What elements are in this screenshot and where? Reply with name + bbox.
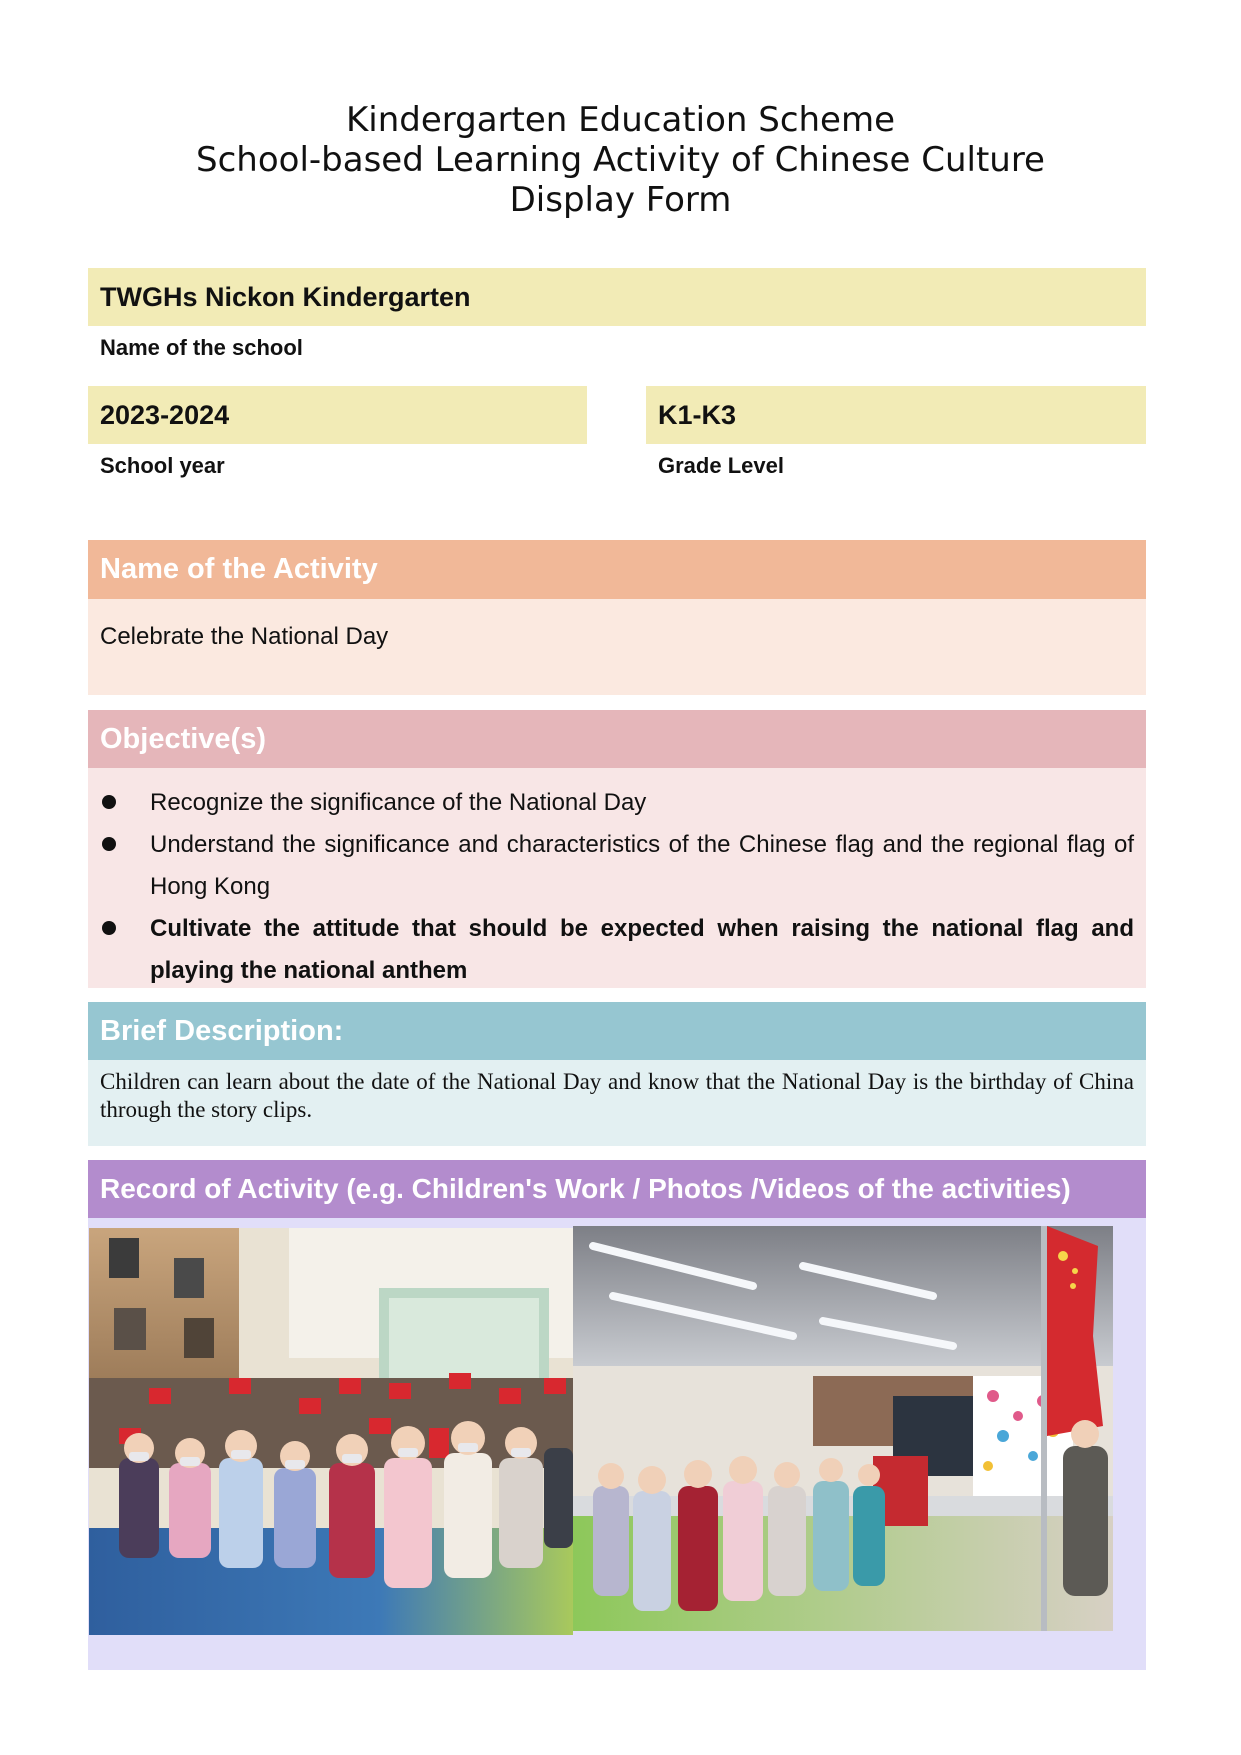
bullet-icon [102,837,116,851]
objective-text: Understand the significance and characteristics of the Chinese flag and the regional flag of Hong Kong [150,831,1134,900]
objectives-heading: Objective(s) [88,710,1146,768]
school-name-value: TWGHs Nickon Kindergarten [88,268,1146,326]
grade-level-label: Grade Level [658,453,784,478]
objective-text: Recognize the significance of the National Day [150,789,647,816]
objectives-list [88,768,1146,992]
bullet-icon [102,921,116,935]
objectives-body [88,768,1146,988]
school-name-label: Name of the school [100,335,303,360]
objective-item [100,824,1134,908]
activity-body [88,599,1146,695]
title-line-3: Display Form [509,180,732,220]
description-text: Children can learn about the date of the National Day and know that the National Day is the birthday of China through the story clips. [100,1069,1134,1122]
description-body [88,1060,1146,1146]
activity-name: Celebrate the National Day [100,623,389,650]
activity-photo-1 [89,1228,573,1635]
description-heading: Brief Description: [88,1002,1146,1060]
form-title [0,100,1241,220]
title-line-1: Kindergarten Education Scheme [345,100,896,140]
objective-item [100,782,1134,824]
title-line-2: School-based Learning Activity of Chinese Culture [196,140,1045,180]
school-year-value: 2023-2024 [88,386,587,444]
school-year-label: School year [100,453,225,478]
objective-text: Cultivate the attitude that should be expected when raising the national flag and playing the national anthem [150,915,1134,984]
activity-heading: Name of the Activity [88,540,1146,599]
record-heading: Record of Activity (e.g. Children's Work / Photos /Videos of the activities) [88,1160,1146,1218]
activity-photo-2 [573,1226,1113,1631]
objective-item [100,908,1134,992]
bullet-icon [102,795,116,809]
grade-level-value: K1-K3 [646,386,1146,444]
